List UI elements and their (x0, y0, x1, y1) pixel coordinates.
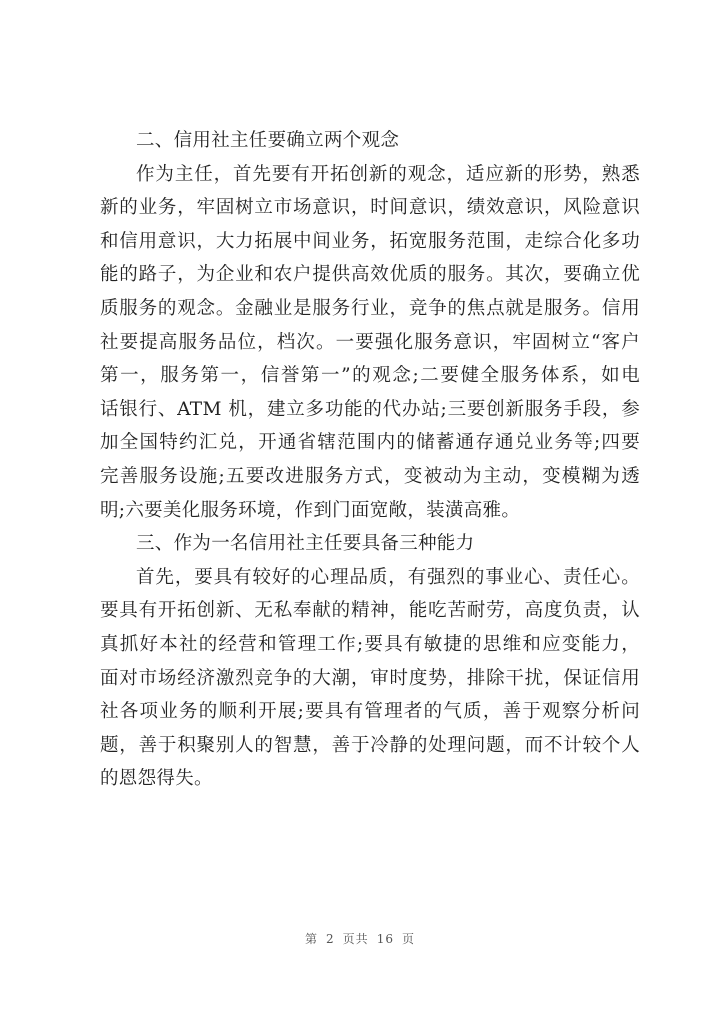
footer-prefix: 第 (305, 932, 319, 946)
text-line: 和信用意识，大力拓展中间业务，拓宽服务范围，走综合化多功 (100, 230, 640, 252)
page-footer (0, 930, 720, 947)
text-line: 社各项业务的顺利开展;要具有管理者的气质，善于观察分析问 (100, 701, 640, 723)
text-line: 新的业务，牢固树立市场意识，时间意识，绩效意识，风险意识 (100, 197, 640, 219)
footer-suffix: 页 (401, 932, 415, 946)
text-line: 加全国特约汇兑，开通省辖范围内的储蓄通存通兑业务等;四要 (100, 432, 640, 454)
text-line: 二、信用社主任要确立两个观念 (136, 130, 400, 151)
text-line: 真抓好本社的经营和管理工作;要具有敏捷的思维和应变能力， (100, 633, 640, 655)
text-line: 能的路子，为企业和农户提供高效优质的服务。其次，要确立优 (100, 264, 640, 286)
text-line: 质服务的观念。金融业是服务行业，竞争的焦点就是服务。信用 (100, 297, 640, 319)
text-line: 完善服务设施;五要改进服务方式，变被动为主动，变模糊为透 (100, 465, 640, 487)
text-line: 面对市场经济激烈竞争的大潮，审时度势，排除干扰，保证信用 (100, 667, 640, 689)
text-line: 明;六要美化服务环境，作到门面宽敞，装潢高雅。 (100, 499, 521, 521)
text-line: 的恩怨得失。 (100, 768, 213, 790)
footer-current-page: 2 (326, 932, 335, 946)
text-line: 第一，服务第一，信誉第一”的观念;二要健全服务体系，如电 (100, 365, 640, 387)
text-line: 作为主任，首先要有开拓创新的观念，适应新的形势，熟悉 (136, 163, 640, 185)
footer-middle: 页共 (342, 932, 369, 946)
text-line: 首先，要具有较好的心理品质，有强烈的事业心、责任心。 (136, 566, 640, 588)
footer-total-pages: 16 (376, 932, 394, 946)
text-line: 要具有开拓创新、无私奉献的精神，能吃苦耐劳，高度负责，认 (100, 600, 640, 622)
text-line: 话银行、ATM 机，建立多功能的代办站;三要创新服务手段，参 (100, 398, 640, 420)
text-line: 题，善于积聚别人的智慧，善于冷静的处理问题，而不计较个人 (100, 734, 640, 756)
document-body (100, 124, 640, 796)
text-line: 三、作为一名信用社主任要具备三种能力 (136, 533, 475, 555)
text-line: 社要提高服务品位，档次。一要强化服务意识，牢固树立“客户 (100, 331, 640, 353)
